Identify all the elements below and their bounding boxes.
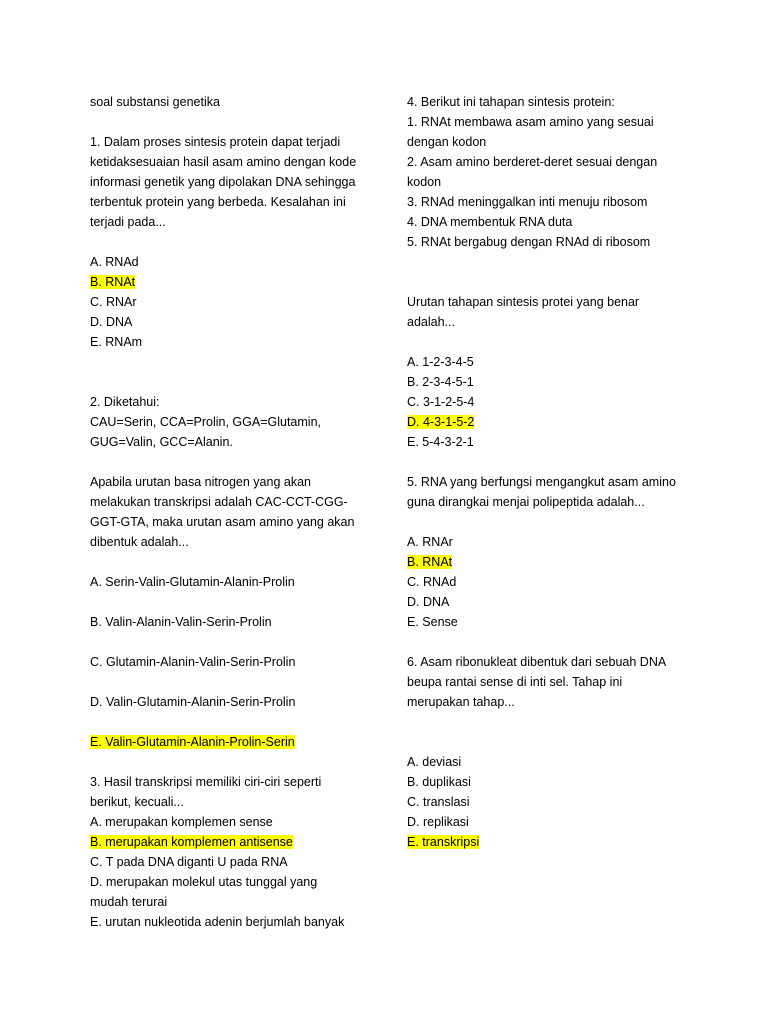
- text-line: [407, 172, 707, 192]
- blank-line: [90, 232, 390, 252]
- line-text: mudah terurai: [90, 895, 168, 909]
- line-text: A. Serin-Valin-Glutamin-Alanin-Prolin: [90, 575, 295, 589]
- blank-line: [90, 372, 390, 392]
- line-text: B. 2-3-4-5-1: [407, 375, 474, 389]
- text-line: [407, 92, 707, 112]
- text-line: [407, 812, 707, 832]
- line-text: 3. Hasil transkripsi memiliki ciri-ciri seperti: [90, 775, 322, 789]
- text-line: [90, 312, 390, 332]
- text-line: [407, 612, 707, 632]
- text-line: [90, 432, 390, 452]
- blank-line: [407, 452, 707, 472]
- text-line: [407, 132, 707, 152]
- text-line: [407, 292, 707, 312]
- text-line: [90, 812, 390, 832]
- line-text: A. RNAr: [407, 535, 453, 549]
- text-line: [90, 892, 390, 912]
- line-text: dengan kodon: [407, 135, 487, 149]
- text-line: [407, 192, 707, 212]
- text-line: [90, 792, 390, 812]
- blank-line: [90, 552, 390, 572]
- line-text: informasi genetik yang dipolakan DNA sehingga: [90, 175, 356, 189]
- text-line: [407, 232, 707, 252]
- line-text: 2. Diketahui:: [90, 395, 160, 409]
- blank-line: [90, 712, 390, 732]
- line-text: merupakan tahap...: [407, 695, 515, 709]
- line-text: D. DNA: [90, 315, 133, 329]
- text-line: [90, 772, 390, 792]
- line-text: ketidaksesuaian hasil asam amino dengan kode: [90, 155, 357, 169]
- left-column: [90, 92, 390, 932]
- answer-highlight: B. merupakan komplemen antisense: [90, 835, 293, 849]
- line-text: C. RNAd: [407, 575, 457, 589]
- blank-line: [407, 732, 707, 752]
- line-text: D. DNA: [407, 595, 450, 609]
- blank-line: [90, 752, 390, 772]
- line-text: Apabila urutan basa nitrogen yang akan: [90, 475, 311, 489]
- text-line: [407, 472, 707, 492]
- line-text: D. merupakan molekul utas tunggal yang: [90, 875, 318, 889]
- highlighted-answer-line: [90, 272, 390, 292]
- text-line: [407, 572, 707, 592]
- line-text: A. RNAd: [90, 255, 139, 269]
- text-line: [407, 692, 707, 712]
- text-line: [90, 872, 390, 892]
- line-text: 2. Asam amino berderet-deret sesuai dengan: [407, 155, 658, 169]
- text-line: [407, 792, 707, 812]
- line-text: 4. DNA membentuk RNA duta: [407, 215, 573, 229]
- text-line: [90, 152, 390, 172]
- line-text: E. 5-4-3-2-1: [407, 435, 474, 449]
- text-line: [407, 672, 707, 692]
- line-text: C. translasi: [407, 795, 470, 809]
- line-text: C. RNAr: [90, 295, 137, 309]
- blank-line: [90, 112, 390, 132]
- line-text: dibentuk adalah...: [90, 535, 189, 549]
- text-line: [90, 472, 390, 492]
- text-line: [407, 392, 707, 412]
- text-line: [407, 652, 707, 672]
- line-text: CAU=Serin, CCA=Prolin, GGA=Glutamin,: [90, 415, 321, 429]
- text-line: [90, 252, 390, 272]
- answer-highlight: B. RNAt: [407, 555, 453, 569]
- line-text: adalah...: [407, 315, 455, 329]
- text-line: [90, 692, 390, 712]
- text-line: [407, 752, 707, 772]
- line-text: A. 1-2-3-4-5: [407, 355, 474, 369]
- line-text: berikut, kecuali...: [90, 795, 184, 809]
- line-text: melakukan transkripsi adalah CAC-CCT-CGG-: [90, 495, 348, 509]
- line-text: C. T pada DNA diganti U pada RNA: [90, 855, 288, 869]
- line-text: A. merupakan komplemen sense: [90, 815, 273, 829]
- answer-highlight: D. 4-3-1-5-2: [407, 415, 475, 429]
- blank-line: [407, 252, 707, 272]
- text-line: [407, 592, 707, 612]
- text-line: [90, 192, 390, 212]
- text-line: [90, 412, 390, 432]
- text-line: [407, 372, 707, 392]
- answer-highlight: E. transkripsi: [407, 835, 480, 849]
- text-line: [90, 392, 390, 412]
- line-text: E. RNAm: [90, 335, 143, 349]
- blank-line: [90, 452, 390, 472]
- line-text: 5. RNAt bergabug dengan RNAd di ribosom: [407, 235, 651, 249]
- text-line: [407, 352, 707, 372]
- line-text: A. deviasi: [407, 755, 462, 769]
- text-line: [90, 492, 390, 512]
- blank-line: [407, 272, 707, 292]
- text-line: [90, 852, 390, 872]
- line-text: B. Valin-Alanin-Valin-Serin-Prolin: [90, 615, 272, 629]
- text-line: [90, 172, 390, 192]
- highlighted-answer-line: [90, 832, 390, 852]
- blank-line: [407, 512, 707, 532]
- text-line: [90, 912, 390, 932]
- blank-line: [90, 672, 390, 692]
- highlighted-answer-line: [407, 832, 707, 852]
- text-line: [407, 152, 707, 172]
- text-line: [90, 612, 390, 632]
- line-text: Urutan tahapan sintesis protei yang benar: [407, 295, 640, 309]
- line-text: E. Sense: [407, 615, 458, 629]
- text-line: [407, 312, 707, 332]
- highlighted-answer-line: [407, 552, 707, 572]
- text-line: [90, 512, 390, 532]
- line-text: soal substansi genetika: [90, 95, 220, 109]
- text-line: [407, 432, 707, 452]
- text-line: [90, 532, 390, 552]
- line-text: C. Glutamin-Alanin-Valin-Serin-Prolin: [90, 655, 296, 669]
- line-text: C. 3-1-2-5-4: [407, 395, 475, 409]
- text-line: [90, 132, 390, 152]
- line-text: 6. Asam ribonukleat dibentuk dari sebuah DNA: [407, 655, 667, 669]
- line-text: 5. RNA yang berfungsi mengangkut asam amino: [407, 475, 676, 489]
- text-line: [407, 772, 707, 792]
- highlighted-answer-line: [90, 732, 390, 752]
- line-text: B. duplikasi: [407, 775, 471, 789]
- line-text: E. urutan nukleotida adenin berjumlah banyak: [90, 915, 345, 929]
- text-line: [90, 652, 390, 672]
- blank-line: [90, 352, 390, 372]
- text-line: [90, 92, 390, 112]
- answer-highlight: E. Valin-Glutamin-Alanin-Prolin-Serin: [90, 735, 295, 749]
- text-line: [407, 532, 707, 552]
- line-text: 4. Berikut ini tahapan sintesis protein:: [407, 95, 615, 109]
- line-text: GGT-GTA, maka urutan asam amino yang akan: [90, 515, 355, 529]
- blank-line: [407, 332, 707, 352]
- line-text: 3. RNAd meninggalkan inti menuju ribosom: [407, 195, 648, 209]
- line-text: terbentuk protein yang berbeda. Kesalahan ini: [90, 195, 346, 209]
- text-line: [90, 212, 390, 232]
- line-text: GUG=Valin, GCC=Alanin.: [90, 435, 233, 449]
- line-text: 1. RNAt membawa asam amino yang sesuai: [407, 115, 654, 129]
- blank-line: [90, 632, 390, 652]
- blank-line: [407, 632, 707, 652]
- blank-line: [407, 712, 707, 732]
- text-line: [407, 492, 707, 512]
- text-line: [407, 212, 707, 232]
- text-line: [90, 332, 390, 352]
- line-text: beupa rantai sense di inti sel. Tahap ini: [407, 675, 623, 689]
- line-text: D. replikasi: [407, 815, 469, 829]
- line-text: D. Valin-Glutamin-Alanin-Serin-Prolin: [90, 695, 296, 709]
- line-text: 1. Dalam proses sintesis protein dapat terjadi: [90, 135, 341, 149]
- line-text: kodon: [407, 175, 442, 189]
- text-line: [90, 292, 390, 312]
- highlighted-answer-line: [407, 412, 707, 432]
- text-line: [90, 572, 390, 592]
- answer-highlight: B. RNAt: [90, 275, 136, 289]
- line-text: terjadi pada...: [90, 215, 166, 229]
- text-line: [407, 112, 707, 132]
- right-column: [407, 92, 707, 852]
- line-text: guna dirangkai menjai polipeptida adalah...: [407, 495, 645, 509]
- blank-line: [90, 592, 390, 612]
